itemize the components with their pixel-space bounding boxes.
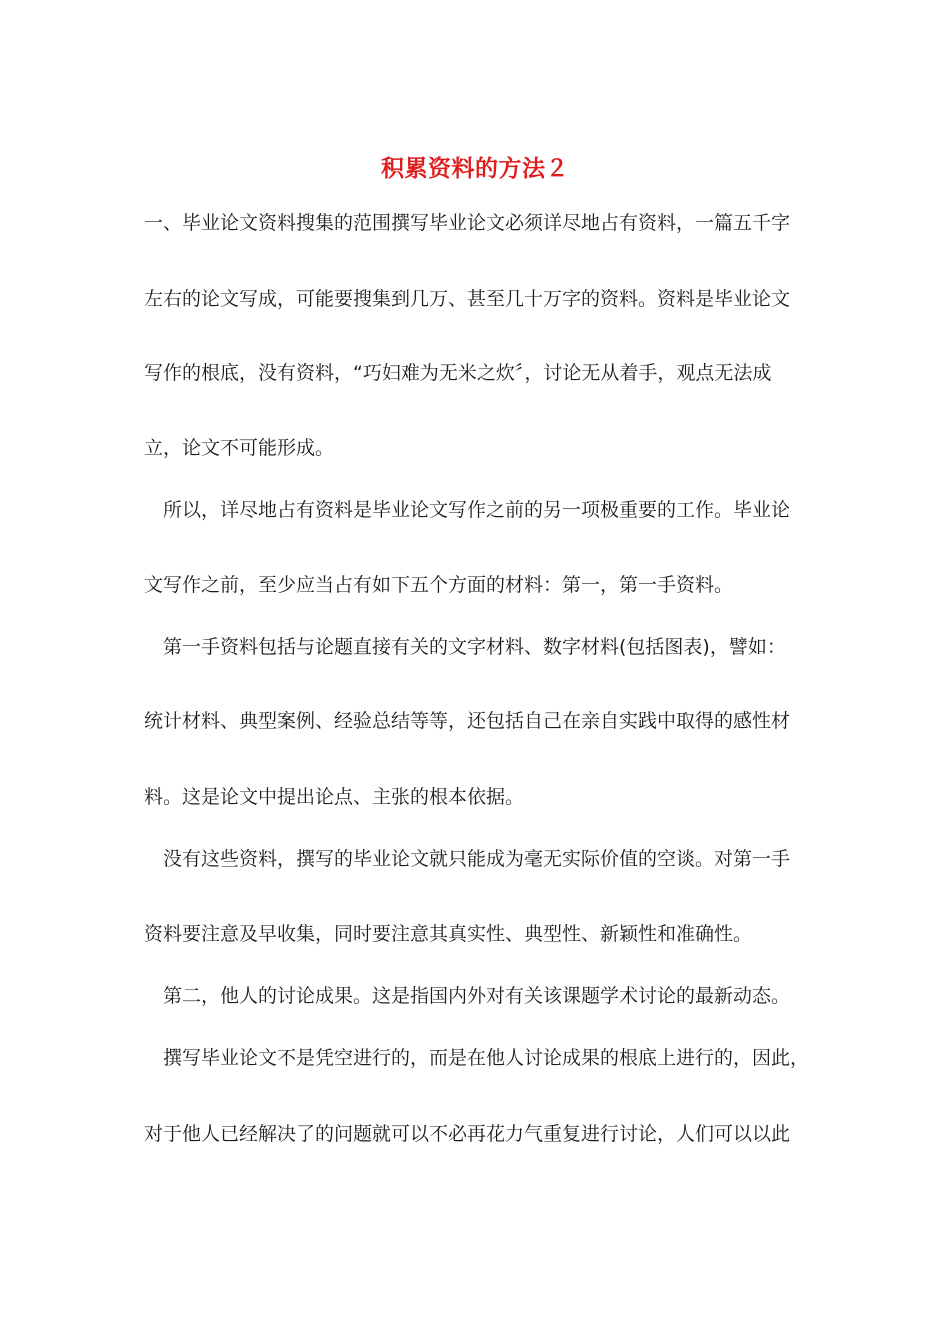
- paragraph-line: 第一手资料包括与论题直接有关的文字材料、数字材料(包括图表)，譬如：: [163, 636, 786, 658]
- paragraph-line: 写作的根底，没有资料，“巧妇难为无米之炊〞，讨论无从着手，观点无法成: [144, 362, 772, 384]
- paragraph-line: 没有这些资料，撰写的毕业论文就只能成为毫无实际价值的空谈。对第一手: [163, 848, 791, 870]
- paragraph-line: 料。这是论文中提出论点、主张的根本依据。: [144, 786, 525, 808]
- paragraph-line: 所以，详尽地占有资料是毕业论文写作之前的另一项极重要的工作。毕业论: [163, 499, 791, 521]
- paragraph-line: 第二，他人的讨论成果。这是指国内外对有关该课题学术讨论的最新动态。: [163, 985, 791, 1007]
- paragraph-line: 左右的论文写成，可能要搜集到几万、甚至几十万字的资料。资料是毕业论文: [144, 288, 791, 310]
- paragraph-line: 资料要注意及早收集，同时要注意其真实性、典型性、新颖性和准确性。: [144, 923, 753, 945]
- paragraph-line: 统计材料、典型案例、经验总结等等，还包括自己在亲自实践中取得的感性材: [144, 710, 791, 732]
- paragraph-line: 文写作之前，至少应当占有如下五个方面的材料：第一，第一手资料。: [144, 574, 734, 596]
- paragraph-line: 一、毕业论文资料搜集的范围撰写毕业论文必须详尽地占有资料，一篇五千字: [144, 212, 791, 234]
- paragraph-line: 撰写毕业论文不是凭空进行的，而是在他人讨论成果的根底上进行的，因此，: [163, 1047, 810, 1069]
- paragraph-line: 对于他人已经解决了的问题就可以不必再花力气重复进行讨论，人们可以以此: [144, 1123, 791, 1145]
- document-title: 积累资料的方法２: [381, 155, 569, 182]
- paragraph-line: 立，论文不可能形成。: [144, 437, 335, 459]
